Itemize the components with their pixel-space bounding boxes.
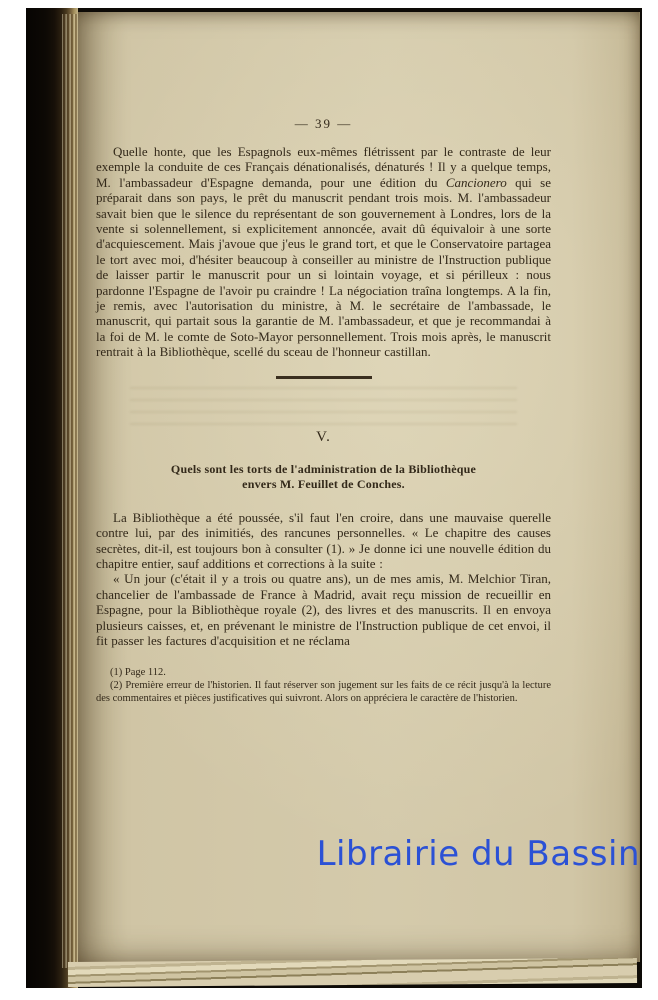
watermark: Librairie du Bassin: [316, 834, 640, 874]
paragraph-3: « Un jour (c'était il y a trois ou quatre ans), un de mes amis, M. Melchior Tiran, chancelier de l'ambassade de France à Madrid, avait reçu mission de recueillir en Espagne, pour la Bibliothèque royale (2), des livres et des manuscrits. Il en envoya plusieurs caisses, et, en prévenant le ministre de l'Instruction publique de cet envoi, il fit passer les factures d'acquisition et ne réclama: [96, 571, 551, 648]
page-number: — 39 —: [294, 116, 353, 131]
page-content: [78, 12, 639, 962]
page-stack-edge: [62, 14, 78, 968]
section-body: [96, 510, 551, 649]
section-heading: [96, 462, 551, 492]
paragraph-1-text-after: qui se préparait dans son pays, le prêt du manuscrit pendant trois mois. M. l'ambassadeur savait bien que le silence du représentant de son gouvernement à Londres, lors de la vente si solennellement, si explicitement annoncée, avait dû équivaloir à une sorte d'acquiescement. Mais j'avoue que j'eus le grand tort, et que le Conservatoire partagea le tort avec moi, d'hésiter beaucoup à conseiller au ministre de l'Instruction publique de laisser partir le manuscrit pour un si lointain voyage, et si périlleux : nous pardonne l'Espagne de l'avoir pu craindre ! La négociation traîna longtemps. A la fin, je remis, avec l'autorisation du ministre, à M. le secrétaire de l'ambassade, le manuscrit, qui partait sous la garantie de M. l'ambassadeur, et que je recommandai à la foi de M. le comte de Soto-Mayor personnellement. Trois mois après, le manuscrit rentrait à la Bibliothèque, scellé du sceau de l'honneur castillan.: [96, 174, 551, 360]
bottom-page-edges: [68, 958, 637, 987]
section-number: V.: [316, 428, 331, 445]
footnote-2: (2) Première erreur de l'historien. Il faut réserver son jugement sur les faits de ce récit jusqu'à la lecture des commentaires et pièces justificatives qui suivront. Alors on appréciera le caractère de l'historien.: [96, 680, 551, 705]
paragraph-1: [96, 144, 551, 360]
verso-show-through: [130, 387, 517, 425]
paragraph-1-text-before: Quelle honte, que les Espagnols eux-mêmes flétrissent par le contraste de leur exemple la conduite de ces Français dénationalisés, dénaturés ! Il y a quelque temps, M. l'ambassadeur d'Espagne demanda, pour une édition du: [96, 144, 551, 190]
book-spine-edge: [26, 8, 78, 988]
paragraph-2: La Bibliothèque a été poussée, s'il faut l'en croire, dans une mauvaise querelle contre lui, par des inimitiés, des rancunes personnelles. « Le chapitre des causes secrètes, dit-il, est toujours bon à consulter (1). » Je donne ici une nouvelle édition du chapitre entier, sauf additions et corrections à la suite :: [96, 509, 551, 571]
footnote-1: (1) Page 112.: [110, 667, 166, 679]
section-heading-line-2: envers M. Feuillet de Conches.: [242, 476, 405, 491]
footnotes: [96, 666, 551, 705]
section-heading-line-1: Quels sont les torts de l'administration de la Bibliothèque: [170, 461, 477, 476]
section-separator-rule: [276, 376, 372, 379]
paragraph-1-italic-word: Cancionero: [445, 174, 507, 190]
book-page: [78, 12, 640, 962]
